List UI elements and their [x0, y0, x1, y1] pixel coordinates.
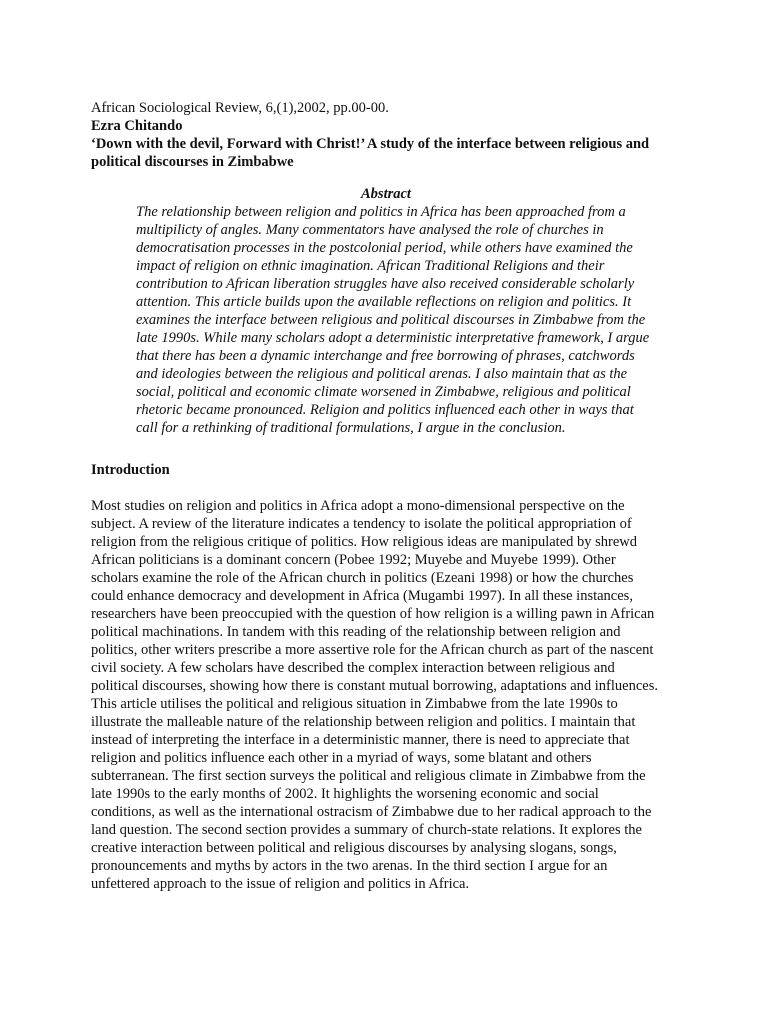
introduction-body: Most studies on religion and politics in Africa adopt a mono-dimensional perspective on the subject. A review of the literature indicates a tendency to isolate the political appropriation of religion from the religious critique of politics. How religious ideas are manipulated by shrewd African politicians is a dominant concern (Pobee 1992; Muyebe and Muyebe 1999). Other scholars examine the role of the African church in politics (Ezeani 1998) or how the churches could enhance democracy and development in Africa (Mugambi 1997). In all these instances, researchers have been preoccupied with the question of how religion is a willing pawn in African political machinations. In tandem with this reading of the relationship between religion and politics, other writers prescribe a more assertive role for the African church as part of the nascent civil society. A few scholars have described the complex interaction between religious and political discourses, showing how there is constant mutual borrowing, adaptations and influences. This article utilises the political and religious situation in Zimbabwe from the late 1990s to illustrate the malleable nature of the relationship between religion and politics. I maintain that instead of interpreting the interface in a deterministic manner, there is need to appreciate that religion and politics influence each other in a myriad of ways, some blatant and others subterranean. The first section surveys the political and religious climate in Zimbabwe from the late 1990s to the early months of 2002. It highlights the worsening economic and social conditions, as well as the international ostracism of Zimbabwe due to her radical approach to the land question. The second section provides a summary of church-state relations. It explores the creative interaction between political and religious discourses by analysing slogans, songs, pronouncements and myths by actors in the two arenas. In the third section I argue for an unfettered approach to the issue of religion and politics in Africa. — [91, 498, 658, 892]
introduction-heading: Introduction — [91, 462, 170, 478]
citation-line: African Sociological Review, 6,(1),2002, pp.00-00. — [91, 100, 389, 116]
article-header — [91, 99, 691, 171]
article-title-line-1: ‘Down with the devil, Forward with Christ!’ A study of the interface between religious and — [91, 136, 650, 152]
abstract-heading: Abstract — [361, 186, 411, 202]
article-title-line-2: political discourses in Zimbabwe — [91, 154, 294, 170]
abstract-body: The relationship between religion and politics in Africa has been approached from a multipilicty of angles. Many commentators have analysed the role of churches in democratisation processes in the postcolonial period, while others have examined the impact of religion on ethnic imagination. African Traditional Religions and their contribution to African liberation struggles have also received considerable scholarly attention. This article builds upon the available reflections on religion and politics. It examines the interface between religious and political discourses in Zimbabwe from the late 1990s. While many scholars adopt a deterministic interpretative framework, I argue that there has been a dynamic interchange and free borrowing of phrases, catchwords and ideologies between the religious and political arenas. I also maintain that as the social, political and economic climate worsened in Zimbabwe, religious and political rhetoric became pronounced. Religion and politics influenced each other in ways that call for a rethinking of traditional formulations, I argue in the conclusion. — [136, 204, 650, 436]
author-name: Ezra Chitando — [91, 118, 183, 134]
abstract-section — [136, 185, 676, 437]
